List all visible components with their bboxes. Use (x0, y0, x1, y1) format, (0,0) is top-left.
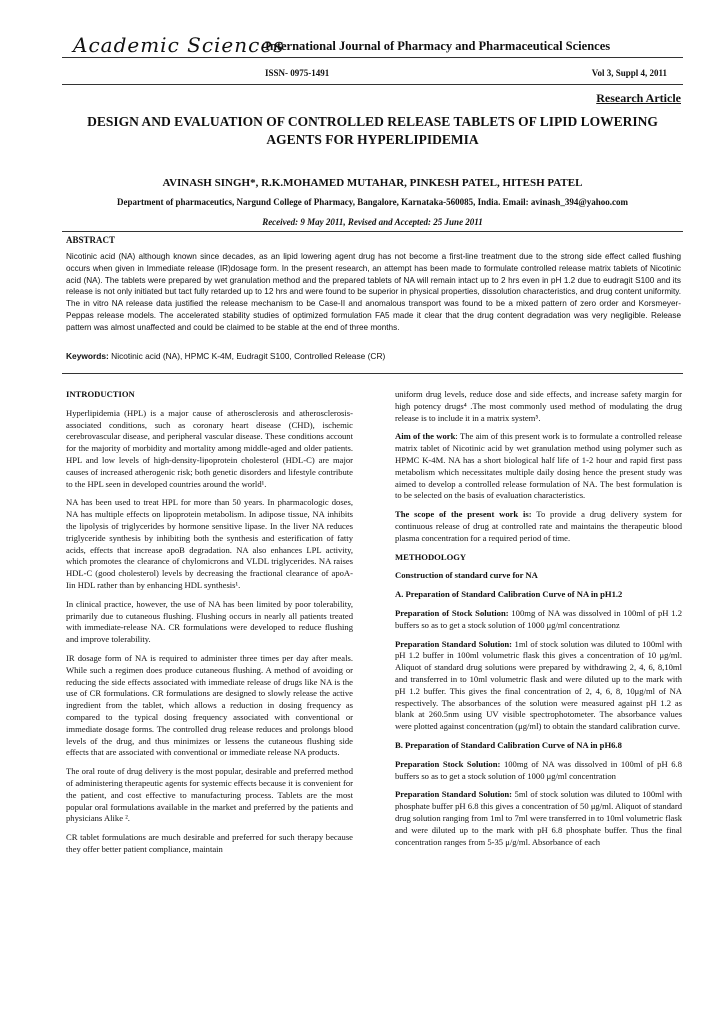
paragraph: The oral route of drug delivery is the most popular, desirable and preferred method of administering therapeutic agents for systemic effects because it is convenient for the patient, and cost effective to manufacturing process. Tablets are the most popular oral formulations available in the market and preferred by the patients and physicians Alike ². (66, 766, 353, 824)
aim-label: Aim of the work (395, 431, 456, 442)
section-b-heading: B. Preparation of Standard Calibration Curve of NA in pH6.8 (395, 739, 622, 750)
section-a-heading: A. Preparation of Standard Calibration Curve of NA in pH1.2 (395, 589, 623, 600)
stock-b-paragraph (395, 759, 682, 783)
paragraph: Hyperlipidemia (HPL) is a major cause of atherosclerosis and atherosclerosis-associated conditions, such as coronary heart disease (CHD), ischemic cerebrovascular disease, and peripheral vascular disease. These conditions account for the majority of morbidity and mortality among middle-aged and older patients. HPL and low levels of high-density-lipoprotein cholesterol (HDL-C) are major causes of increased atherogenic risk; both genetic disorders and lifestyle contribute to the HPL seen in developed countries around the world¹. (66, 407, 353, 489)
header-divider-bottom (62, 84, 683, 85)
abstract-top-rule (62, 231, 683, 232)
paragraph: CR tablet formulations are much desirable and preferred for such therapy because they offer better patient compliance, maintain (66, 832, 353, 854)
volume-info: Vol 3, Suppl 4, 2011 (591, 68, 667, 78)
keywords-text: Nicotinic acid (NA), HPMC K-4M, Eudragit S100, Controlled Release (CR) (111, 351, 386, 361)
standard-a-text: 1ml of stock solution was diluted to 100ml with pH 1.2 buffer in 100ml volumetric flask this gives a concentration of 10 μg/ml. Aliquot of standard drug solutions were prepared by withdrawing 2, 4, 6, 8,10ml and transferred in to 10ml volumetric flask and were diluted up to the mark with pH 1.2 buffer. This gives the final concentration of 2, 4, 6, 8, 10μg/ml of NA respectively. The absorbances of the solution were measured against pH 1.2 as blank at 260.5nm using UV visible spectrophotometer. The absorbance values were plotted against concentration (μg/ml) to obtain the standard calibration curve. (395, 638, 682, 732)
paragraph: IR dosage form of NA is required to administer three times per day after meals. While such a regimen does produce cutaneous flushing. A method of avoiding or reducing the side effects associated with immediate release of drugs like NA is the use of CR formulations. CR formulations are designed to slowly release the active ingredient from the tablet, which allows a reduction in dosing frequency as compared to the typical dosing frequency associated with conventional or immediate dosage forms. The controlled drug release reduces and prolongs blood levels of the drug, and thus minimizes or lessens the cutaneous flushing side effects that are associated with conventional or immediate release NA products. (66, 652, 353, 758)
aim-paragraph (395, 431, 682, 502)
right-column (395, 389, 682, 855)
standard-a-label: Preparation Standard Solution: (395, 638, 513, 649)
left-column (66, 389, 353, 863)
introduction-heading: INTRODUCTION (66, 389, 135, 399)
standard-a-paragraph (395, 639, 682, 733)
scope-label: The scope of the present work is: (395, 509, 532, 520)
journal-logo: Academic Sciences (73, 33, 285, 57)
paragraph: uniform drug levels, reduce dose and side effects, and increase safety margin for high potency drugs⁴ .The most commonly used method of modulating the drug release is to include it in a matrix system⁵. (395, 389, 682, 423)
standard-b-label: Preparation Standard Solution: (395, 789, 513, 800)
scope-text: To provide a drug delivery system for continuous release of drug at controlled rate and maintains the therapeutic blood plasma concentration for a required period of time. (395, 509, 683, 543)
abstract-heading: ABSTRACT (66, 235, 116, 245)
article-type: Research Article (596, 91, 681, 105)
paragraph: In clinical practice, however, the use of NA has been limited by poor tolerability, primarily due to cutaneous flushing. Flushing occurs in nearly all patients treated with immediate-release NA. CR formulations were developed to reduce flushing and improve tolerability. (66, 598, 353, 645)
standard-b-text: 5ml of stock solution was diluted to 100ml with phosphate buffer pH 6.8 this gives a concentration of 50 μg/ml. Aliquot of standard drug solution ranging from 1ml to 7ml were transferred in to 10ml volumetric flask and were diluted up to the mark with pH 6.8 phosphate buffer. Thus the final concentration ranges from 5-35 μ/g/ml. Absorbance of each (395, 789, 682, 847)
keywords-label: Keywords: (66, 351, 109, 361)
journal-name: International Journal of Pharmacy and Pharmaceutical Sciences (265, 39, 611, 53)
stock-a-text: 100mg of NA was dissolved in 100ml of pH 1.2 buffers so as to get a stock solution of 1000 μg/ml concentrationz (395, 607, 682, 630)
aim-text: : The aim of this present work is to formulate a controlled release matrix tablet of Nicotinic acid by wet granulation method using polymer such as HPMC K-4M. NA has a short biological half life of 1-2 hour and rapid first pass metabolism which necessitates multiple daily dosing hence the present study was aimed to develop a controlled release formulation of NA. The best formulation is to be selected on the basis of evaluation characteristics. (395, 431, 682, 501)
issn: ISSN- 0975-1491 (265, 68, 330, 78)
stock-b-label: Preparation Stock Solution: (395, 758, 501, 769)
scope-paragraph (395, 509, 682, 544)
construction-heading: Construction of standard curve for NA (395, 570, 538, 581)
stock-b-text: 100mg of NA was dissolved in 100ml of pH 6.8 buffers so as to get a stock solution of 1000 μg/ml concentration (395, 758, 682, 781)
received-dates: Received: 9 May 2011, Revised and Accepted: 25 June 2011 (262, 217, 483, 227)
paper-title: DESIGN AND EVALUATION OF CONTROLLED RELEASE TABLETS OF LIPID LOWERING AGENTS FOR HYPERLIPIDEMIA (87, 114, 658, 147)
authors: AVINASH SINGH*, R.K.MOHAMED MUTAHAR, PINKESH PATEL, HITESH PATEL (162, 177, 583, 189)
abstract-text: Nicotinic acid (NA) although known since decades, as an lipid lowering agent drug has not become a first-line treatment due to the strong side effect called flushing occurs when given in Immediate release (IR)dosage form. In the present research, an attempt has been made to formulate controlled release matrix tablets of Nicotinic acid (NA). The tablets were prepared by wet granulation method and the prepared tablets of NA will remain intact up to 2 hrs even in pH 1.2 due to eudragit S100 and its release is not only initiated but tact fully retarded up to 12 hrs and were found to be superior in physical properties, dissolution characteristics, and drug content uniformity. The in vitro NA release data justified the release mechanism to be Case-II and anomalous transport was found to be a mixed pattern of zero order and Korsmeyer-Peppas release models. The accelerated stability studies of optimized formulation FA5 made it clear that the drug content degradation was very negligible. Release pattern was almost unaffected and could be claimed to be stable at the end of three months. (66, 252, 681, 332)
header-divider (62, 57, 683, 58)
keywords (66, 351, 385, 361)
standard-b-paragraph (395, 789, 682, 848)
paragraph: NA has been used to treat HPL for more than 50 years. In pharmacologic doses, NA has multiple effects on lipoprotein metabolism. In adipose tissue, NA inhibits the lipolysis of triglycerides by hormone sensitive lipase. In the liver NA reduces triglyceride synthesis by inhibiting both the synthesis and esterification of fatty acids, effects that increase apoB degradation. NA also enhances LPL activity, which promotes the clearance of chylomicrons and VLDL triglycerides. NA raises HDL-C (good cholesterol) levels by decreasing the fractional clearance of apoA-Iin HDL rather than by enhancing HDL synthesis¹. (66, 497, 353, 590)
affiliation: Department of pharmaceutics, Nargund College of Pharmacy, Bangalore, Karnataka-560085, India. Email: avinash_394@yahoo.com (117, 197, 628, 207)
methodology-heading: METHODOLOGY (395, 551, 467, 562)
stock-a-label: Preparation of Stock Solution: (395, 607, 509, 618)
keywords-rule (62, 373, 683, 374)
stock-a-paragraph (395, 608, 682, 632)
